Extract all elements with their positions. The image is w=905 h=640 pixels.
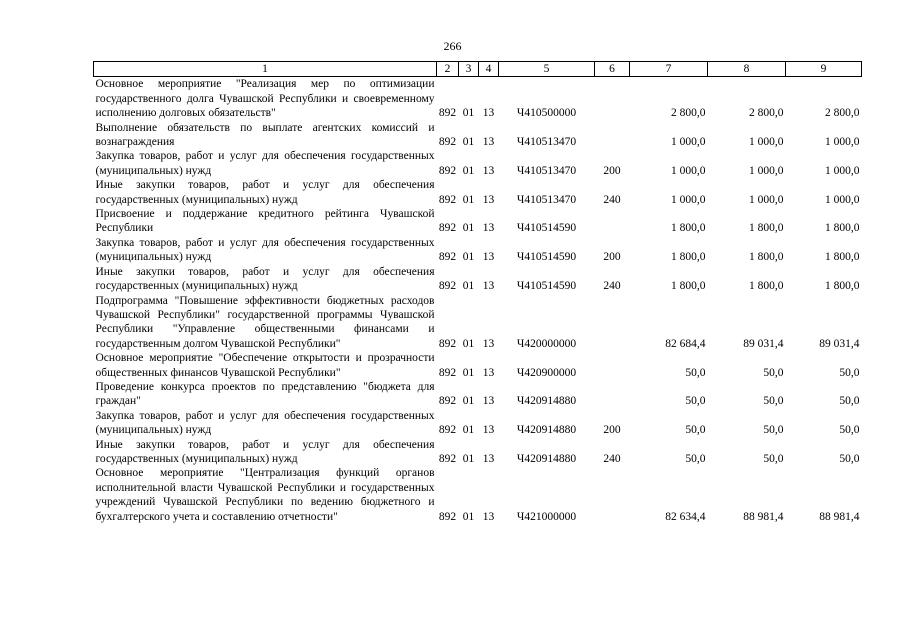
table-row (94, 409, 862, 438)
row-name: Закупка товаров, работ и услуг для обеспечения государственных (муниципальных) нужд (95, 150, 435, 177)
section-code: 01 (462, 337, 475, 350)
amount-col-7: 1 000,0 (671, 164, 706, 177)
row-name: Проведение конкурса проектов по представлению "бюджета для граждан" (95, 380, 435, 408)
expense-type-code: 240 (603, 193, 621, 206)
page-number: 266 (443, 39, 462, 53)
amount-col-8: 50,0 (763, 424, 784, 437)
row-name: Выполнение обязательств по выплате агентских комиссий и вознаграждения (95, 121, 435, 149)
ministry-code: 892 (438, 366, 457, 379)
header-cell: 2 (437, 62, 459, 77)
amount-col-8: 1 800,0 (749, 251, 784, 264)
table-row (94, 236, 862, 265)
amount-col-9: 1 000,0 (825, 164, 860, 177)
expense-type-code (595, 77, 630, 121)
ministry-code: 892 (438, 395, 457, 408)
ministry-code: 892 (438, 193, 457, 206)
header-cell: 1 (94, 62, 437, 77)
target-article-code: Ч420000000 (516, 337, 577, 350)
row-name: Иные закупки товаров, работ и услуг для обеспечения государственных (муниципальных) нужд (95, 265, 435, 293)
section-code: 01 (462, 164, 475, 177)
amount-col-9: 50,0 (839, 424, 860, 437)
amount-col-8: 1 000,0 (749, 164, 784, 177)
table-row (94, 438, 862, 467)
expense-type-code (595, 466, 630, 524)
target-article-code: Ч410513470 (516, 136, 577, 149)
header-row (94, 62, 862, 77)
amount-col-7: 1 000,0 (671, 193, 706, 206)
amount-col-7: 1 800,0 (671, 280, 706, 293)
amount-col-9: 1 800,0 (825, 251, 860, 264)
expense-type-code (595, 351, 630, 380)
row-name: Иные закупки товаров, работ и услуг для обеспечения государственных (муниципальных) нужд (95, 179, 435, 206)
ministry-code: 892 (438, 136, 457, 149)
row-name: Присвоение и поддержание кредитного рейтинга Чувашской Республики (95, 208, 435, 235)
section-code: 01 (462, 193, 475, 206)
amount-col-9: 1 800,0 (825, 222, 860, 235)
table-row (94, 149, 862, 178)
row-name: Основное мероприятие "Централизация функций органов исполнительной власти Чувашской Республики и государственных учреждений Чувашской Республики по ведению бюджетного и бухгалтерского учета и составлению отчетности" (95, 467, 435, 523)
section-code: 01 (462, 424, 475, 437)
table-body (94, 77, 862, 524)
table-row (94, 207, 862, 236)
header-cell: 8 (708, 62, 786, 77)
section-code: 01 (462, 222, 475, 235)
section-code: 01 (462, 510, 475, 523)
section-code: 01 (462, 107, 475, 120)
target-article-code: Ч420914880 (516, 395, 577, 408)
amount-col-8: 89 031,4 (743, 337, 784, 350)
section-code: 01 (462, 280, 475, 293)
subsection-code: 13 (482, 424, 495, 437)
target-article-code: Ч410513470 (516, 164, 577, 177)
subsection-code: 13 (482, 107, 495, 120)
amount-col-9: 50,0 (839, 452, 860, 465)
amount-col-7: 2 800,0 (671, 107, 706, 120)
amount-col-7: 1 800,0 (671, 251, 706, 264)
amount-col-8: 2 800,0 (749, 107, 784, 120)
subsection-code: 13 (482, 251, 495, 264)
ministry-code: 892 (438, 452, 457, 465)
header-cell: 5 (499, 62, 595, 77)
amount-col-7: 82 634,4 (665, 510, 706, 523)
expense-type-code (595, 207, 630, 236)
target-article-code: Ч420900000 (516, 366, 577, 379)
ministry-code: 892 (438, 280, 457, 293)
table-row (94, 351, 862, 380)
ministry-code: 892 (438, 337, 457, 350)
amount-col-7: 1 000,0 (671, 136, 706, 149)
subsection-code: 13 (482, 452, 495, 465)
amount-col-8: 50,0 (763, 366, 784, 379)
target-article-code: Ч421000000 (516, 510, 577, 523)
amount-col-9: 50,0 (839, 395, 860, 408)
table-row (94, 294, 862, 352)
subsection-code: 13 (482, 395, 495, 408)
amount-col-8: 1 800,0 (749, 280, 784, 293)
target-article-code: Ч410513470 (516, 193, 577, 206)
row-name: Иные закупки товаров, работ и услуг для обеспечения государственных (муниципальных) нужд (95, 438, 435, 465)
row-name: Подпрограмма "Повышение эффективности бюджетных расходов Чувашской Республики" государственной программы Чувашской Республики "Управление общественными финансами и государственным долгом Чувашской Республики" (95, 294, 435, 350)
ministry-code: 892 (438, 510, 457, 523)
budget-table (93, 61, 862, 524)
table-row (94, 380, 862, 409)
amount-col-8: 1 800,0 (749, 222, 784, 235)
ministry-code: 892 (438, 251, 457, 264)
amount-col-9: 1 800,0 (825, 280, 860, 293)
amount-col-9: 89 031,4 (819, 337, 860, 350)
section-code: 01 (462, 136, 475, 149)
ministry-code: 892 (438, 424, 457, 437)
header-cell: 4 (479, 62, 499, 77)
amount-col-7: 50,0 (685, 424, 706, 437)
section-code: 01 (462, 452, 475, 465)
amount-col-8: 50,0 (763, 452, 784, 465)
subsection-code: 13 (482, 337, 495, 350)
expense-type-code (595, 380, 630, 409)
table-row (94, 121, 862, 150)
section-code: 01 (462, 395, 475, 408)
amount-col-7: 50,0 (685, 366, 706, 379)
header-cell: 6 (595, 62, 630, 77)
row-name: Закупка товаров, работ и услуг для обеспечения государственных (муниципальных) нужд (95, 409, 435, 437)
row-name: Основное мероприятие "Обеспечение открытости и прозрачности общественных финансов Чувашской Республики" (95, 352, 435, 379)
subsection-code: 13 (482, 136, 495, 149)
subsection-code: 13 (482, 193, 495, 206)
table-row (94, 77, 862, 121)
target-article-code: Ч420914880 (516, 452, 577, 465)
amount-col-7: 82 684,4 (665, 337, 706, 350)
table-row (94, 265, 862, 294)
expense-type-code (595, 121, 630, 150)
row-name: Закупка товаров, работ и услуг для обеспечения государственных (муниципальных) нужд (95, 236, 435, 264)
expense-type-code: 240 (603, 452, 621, 465)
header-cell: 9 (786, 62, 862, 77)
target-article-code: Ч410514590 (516, 251, 577, 264)
amount-col-8: 1 000,0 (749, 193, 784, 206)
table-row (94, 466, 862, 524)
subsection-code: 13 (482, 366, 495, 379)
target-article-code: Ч420914880 (516, 424, 577, 437)
ministry-code: 892 (438, 222, 457, 235)
table-row (94, 178, 862, 207)
expense-type-code: 240 (603, 280, 621, 293)
header-cell: 7 (630, 62, 708, 77)
section-code: 01 (462, 251, 475, 264)
target-article-code: Ч410514590 (516, 280, 577, 293)
target-article-code: Ч410514590 (516, 222, 577, 235)
ministry-code: 892 (438, 107, 457, 120)
subsection-code: 13 (482, 164, 495, 177)
header-cell: 3 (459, 62, 479, 77)
amount-col-9: 1 000,0 (825, 136, 860, 149)
expense-type-code: 200 (603, 424, 621, 437)
target-article-code: Ч410500000 (516, 107, 577, 120)
amount-col-8: 88 981,4 (743, 510, 784, 523)
row-name: Основное мероприятие "Реализация мер по оптимизации государственного долга Чувашской Республики и своевременному исполнению долговых обязательств" (95, 78, 435, 120)
subsection-code: 13 (482, 280, 495, 293)
amount-col-7: 1 800,0 (671, 222, 706, 235)
ministry-code: 892 (438, 164, 457, 177)
expense-type-code: 200 (603, 251, 621, 264)
amount-col-7: 50,0 (685, 395, 706, 408)
expense-type-code (595, 294, 630, 352)
amount-col-9: 2 800,0 (825, 107, 860, 120)
amount-col-9: 1 000,0 (825, 193, 860, 206)
amount-col-9: 88 981,4 (819, 510, 860, 523)
subsection-code: 13 (482, 222, 495, 235)
amount-col-8: 50,0 (763, 395, 784, 408)
amount-col-9: 50,0 (839, 366, 860, 379)
amount-col-7: 50,0 (685, 452, 706, 465)
amount-col-8: 1 000,0 (749, 136, 784, 149)
subsection-code: 13 (482, 510, 495, 523)
section-code: 01 (462, 366, 475, 379)
expense-type-code: 200 (603, 164, 621, 177)
